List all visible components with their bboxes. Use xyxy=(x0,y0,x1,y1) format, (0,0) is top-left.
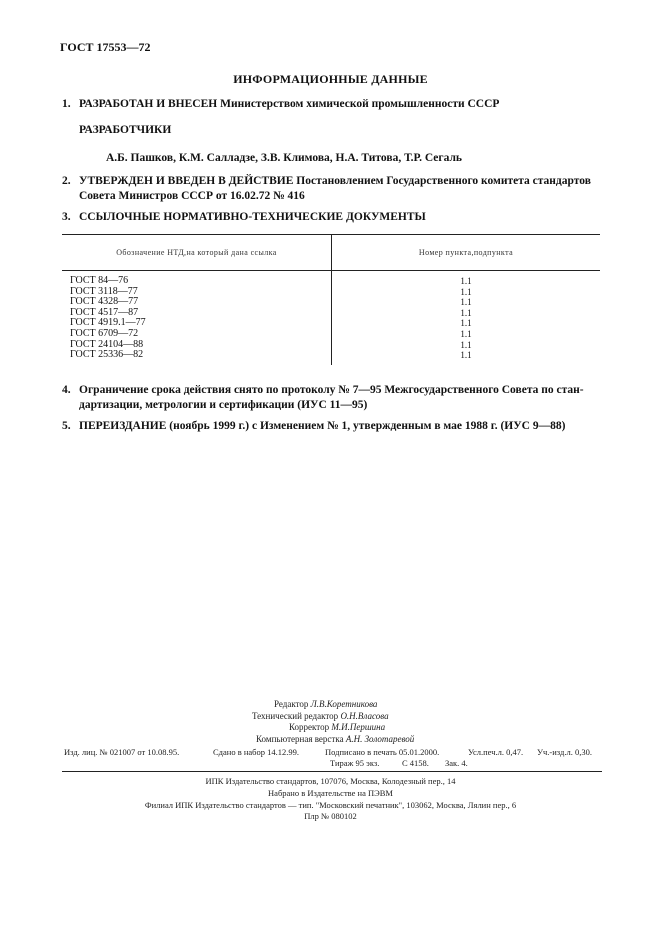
section-2 xyxy=(62,174,602,204)
section-1-number: 1. xyxy=(62,98,71,110)
credit-layout-role: Компьютерная верстка xyxy=(256,733,344,744)
table-cell-document: ГОСТ 4328—77 xyxy=(62,297,332,308)
credit-corrector-name: М.И.Першина xyxy=(331,722,386,732)
credit-editor xyxy=(274,699,377,711)
credit-corrector-role: Корректор xyxy=(289,722,330,732)
table-cell-clause: 1.1 xyxy=(460,350,472,361)
imprint-line-3: Филиал ИПК Издательство стандартов — тип. "Московский печатник", 103062, Москва, Лялин пер., 6 xyxy=(144,799,517,810)
signed-to-print-date: Подписано в печать 05.01.2000. xyxy=(325,747,440,757)
section-4-line-2: дартизации, метрологии и сертификации (ИУС 11—95) xyxy=(79,399,368,411)
table-cell-document: ГОСТ 6709—72 xyxy=(62,329,332,340)
print-run: Тираж 95 экз. xyxy=(330,758,380,768)
credit-layout-name: А.Н. Золотаревой xyxy=(345,733,415,744)
table-cell-document: ГОСТ 3118—77 xyxy=(62,287,332,298)
section-3-number: 3. xyxy=(62,211,71,223)
credit-editor-name: Л.В.Коретникова xyxy=(310,699,378,709)
table-header-document: Обозначение НТД,на который дана ссылка xyxy=(62,235,332,271)
table-row xyxy=(62,318,600,329)
table-cell-clause: 1.1 xyxy=(460,276,472,286)
section-1-text: РАЗРАБОТАН И ВНЕСЕН Министерством химической промышленности СССР xyxy=(79,98,500,110)
publisher-imprint xyxy=(0,776,661,823)
imprint-line-1: ИПК Издательство стандартов, 107076, Москва, Колодезный пер., 14 xyxy=(205,776,456,786)
section-3-text: ССЫЛОЧНЫЕ НОРМАТИВНО-ТЕХНИЧЕСКИЕ ДОКУМЕНТЫ xyxy=(79,211,426,223)
table-cell-document: ГОСТ 4517—87 xyxy=(62,308,332,319)
divider xyxy=(62,771,602,772)
section-4-number: 4. xyxy=(62,384,71,396)
order-number: Зак. 4. xyxy=(445,758,468,768)
section-2-line-1: УТВЕРЖДЕН И ВВЕДЕН В ДЕЙСТВИЕ Постановлением Государственного комитета стандартов xyxy=(79,175,591,187)
section-1 xyxy=(62,97,499,112)
references-table xyxy=(62,234,600,365)
document-code: ГОСТ 17553—72 xyxy=(60,40,151,54)
table-cell-clause: 1.1 xyxy=(460,286,472,297)
table-cell-clause: 1.1 xyxy=(460,339,472,350)
imprint-line-2: Набрано в Издательстве на ПЭВМ xyxy=(268,787,393,798)
table-cell-document: ГОСТ 25336—82 xyxy=(62,350,332,365)
section-4-line-1: Ограничение срока действия снято по протоколу № 7—95 Межгосударственного Совета по стан- xyxy=(79,384,584,396)
print-sheets: Усл.печ.л. 0,47. xyxy=(468,747,524,757)
table-cell-document: ГОСТ 24104—88 xyxy=(62,340,332,351)
publishing-sheets: Уч.-изд.л. 0,30. xyxy=(537,747,592,757)
table-cell-clause: 1.1 xyxy=(460,328,472,339)
table-header-clause: Номер пункта,подпункта xyxy=(332,235,601,271)
license-number: Изд. лиц. № 021007 от 10.08.95. xyxy=(64,747,180,757)
credit-editor-role: Редактор xyxy=(274,699,309,709)
credit-tech-editor xyxy=(252,711,389,723)
section-5-text: ПЕРЕИЗДАНИЕ (ноябрь 1999 г.) с Изменением № 1, утвержденным в мае 1988 г. (ИУС 9—88) xyxy=(79,420,566,432)
table-cell-document: ГОСТ 4919.1—77 xyxy=(62,318,332,329)
credit-tech-editor-role: Технический редактор xyxy=(252,710,339,721)
section-2-line-2: Совета Министров СССР от 16.02.72 № 416 xyxy=(79,190,305,202)
page-title: ИНФОРМАЦИОННЫЕ ДАННЫЕ xyxy=(233,72,428,86)
table-cell-clause: 1.1 xyxy=(460,318,472,329)
table-row xyxy=(62,271,600,287)
section-5 xyxy=(62,419,565,434)
credit-tech-editor-name: О.Н.Власова xyxy=(340,710,389,721)
developers-names: А.Б. Пашков, К.М. Салладзе, З.В. Климова, Н.А. Титова, Т.Р. Сегаль xyxy=(106,152,462,164)
table-cell-clause: 1.1 xyxy=(460,307,472,318)
credit-layout xyxy=(256,734,414,746)
table-row xyxy=(62,287,600,298)
table-row xyxy=(62,297,600,308)
section-4 xyxy=(62,383,602,413)
table-row xyxy=(62,350,600,365)
sent-to-set-date: Сдано в набор 14.12.99. xyxy=(213,747,299,757)
imprint-line-4: Плр № 080102 xyxy=(304,811,357,822)
section-5-number: 5. xyxy=(62,420,71,432)
credit-corrector xyxy=(289,722,385,734)
table-row xyxy=(62,329,600,340)
section-3 xyxy=(62,210,426,225)
developers-heading: РАЗРАБОТЧИКИ xyxy=(79,124,172,136)
order-code: С 4158. xyxy=(402,758,429,768)
table-cell-clause: 1.1 xyxy=(460,297,472,308)
table-cell-document: ГОСТ 84—76 xyxy=(62,271,332,287)
section-2-number: 2. xyxy=(62,175,71,187)
